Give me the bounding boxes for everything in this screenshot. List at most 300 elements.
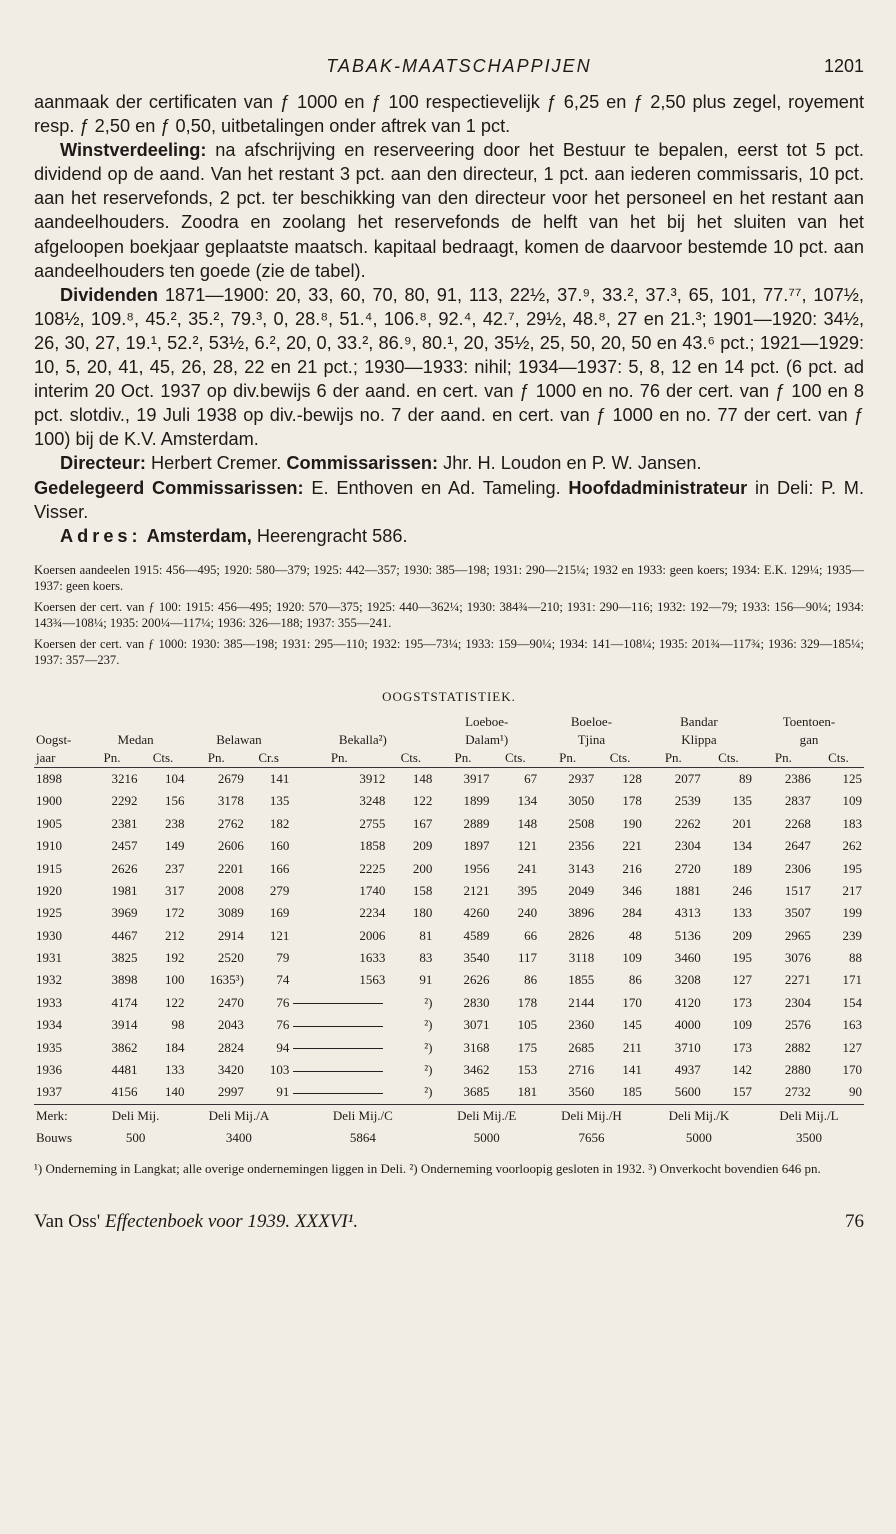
- pn-label: Pn.: [291, 749, 387, 768]
- gedelegeerd-text: E. Enthoven en Ad. Tameling.: [303, 477, 569, 498]
- page-number: 1201: [823, 56, 864, 76]
- pn-cell: 2225: [359, 860, 386, 876]
- body-text: [34, 90, 864, 548]
- cts-cell: 216: [622, 860, 642, 876]
- paragraph-directeur: [34, 451, 864, 475]
- cts-cell: 185: [622, 1084, 642, 1100]
- table-header-row-1: [34, 713, 864, 731]
- bouws-cell: 3400: [225, 1130, 252, 1146]
- pn-cell: 3076: [784, 950, 811, 966]
- table-row: [34, 880, 864, 902]
- merk-cell: Deli Mij./L: [754, 1104, 864, 1127]
- cts-cell: 246: [732, 882, 752, 898]
- estate-top-label: Loeboe-: [465, 713, 509, 729]
- pn-cell: 2824: [217, 1039, 244, 1055]
- cts-cell: 153: [517, 1062, 538, 1078]
- year-cell: 1935: [36, 1039, 62, 1055]
- cts-cell: 217: [842, 882, 862, 898]
- pn-cell: 3089: [217, 905, 244, 921]
- pn-cell: 2457: [111, 838, 138, 854]
- dash-line: [293, 1071, 383, 1072]
- cts-cell: 121: [517, 838, 538, 854]
- cts-cell: 122: [412, 793, 433, 809]
- table-body: [34, 767, 864, 1104]
- merk-label: Merk:: [34, 1104, 85, 1127]
- estate-label-bekalla: Bekalla²): [338, 731, 387, 747]
- table-header-row-3: [34, 749, 864, 768]
- pn-cell: 3071: [463, 1017, 490, 1033]
- pn-cell: 3898: [111, 972, 138, 988]
- pn-cell: 2470: [217, 994, 244, 1010]
- cts-cell: 199: [842, 905, 862, 921]
- pn-cell: 1897: [463, 838, 490, 854]
- cts-cell: 128: [622, 770, 642, 786]
- bouws-cell: 5000: [685, 1130, 712, 1146]
- pn-cell: 2720: [674, 860, 701, 876]
- cts-cell: 189: [732, 860, 752, 876]
- cts-cell: 184: [165, 1039, 185, 1055]
- footer-page-number: 76: [845, 1211, 864, 1233]
- pn-cell: 2144: [568, 994, 595, 1010]
- year-cell: 1934: [36, 1017, 62, 1033]
- cts-cell: 170: [842, 1062, 862, 1078]
- dividenden-text: 1871—1900: 20, 33, 60, 70, 80, 91, 113, 22½, 37.⁹, 33.², 37.³, 65, 101, 77.⁷⁷, 107½, 108½, 109.⁸, 45.², 35.², 79.³, 0, 28.⁸, 51.⁴, 106.⁸, 92.⁴, 42.⁷, 29½, 48.⁸, 27 en 21.³; 1901—1920: 34½, 26, 30, 27, 19.¹, 52.², 53½, 6.², 20, 0, 33.², 86.⁹, 80.¹, 20, 35½, 25, 50, 20, 50 en 43.⁶ pct.; 1921—1929: 10, 5, 20, 41, 45, 26, 28, 22 en 21 pct.; 1930—1933: nihil; 1934—1937: 5, 8, 12 en 14 pct. (6 pct. ad interim 20 Oct. 1937 op div.bewijs 6 der aand. en cert. van ƒ 1000 en no. 76 der cert. van ƒ 100 en 8 pct. slotdiv., 19 Juli 1938 op div.-bewijs no. 7 der aand. en cert. van ƒ 1000 en no. 77 der cert. van ƒ 100) bij de K.V. Amsterdam.: [34, 284, 864, 450]
- cts-cell: ²): [424, 994, 433, 1010]
- pn-cell: 2914: [217, 927, 244, 943]
- cts-cell: ²): [424, 1062, 433, 1078]
- cts-cell: 140: [165, 1084, 185, 1100]
- footnotes: ¹) Onderneming in Langkat; alle overige ondernemingen liggen in Deli. ²) Onderneming voorloopig gesloten in 1932. ³) Onverkocht bovendien 646 pn.: [34, 1161, 821, 1177]
- pn-label: Pn.: [434, 749, 491, 768]
- pn-cell: 3460: [674, 950, 701, 966]
- hoofdadministrateur-text: in Deli: P. M. Visser.: [34, 477, 864, 522]
- pn-label: Pn.: [187, 749, 246, 768]
- pn-cell: 2882: [784, 1039, 811, 1055]
- pn-cell: 5136: [674, 927, 701, 943]
- cts-cell: 346: [622, 882, 642, 898]
- pn-cell: 2008: [217, 882, 244, 898]
- cts-cell: 166: [269, 860, 290, 876]
- pn-cell: 3560: [568, 1084, 595, 1100]
- pn-cell: 3168: [463, 1039, 490, 1055]
- pn-cell: 3462: [463, 1062, 490, 1078]
- pn-cell: 2381: [111, 815, 138, 831]
- bouws-row: [34, 1127, 864, 1149]
- cts-cell: 109: [732, 1017, 752, 1033]
- cts-cell: 241: [517, 860, 538, 876]
- cts-cell: 145: [622, 1017, 642, 1033]
- pn-cell: 1981: [111, 882, 138, 898]
- pn-cell: 4000: [674, 1017, 701, 1033]
- table-row: [34, 1014, 864, 1036]
- closed-dash-cell: [291, 992, 387, 1014]
- cts-cell: 94: [276, 1039, 290, 1055]
- cts-cell: 284: [622, 905, 642, 921]
- pn-cell: 2830: [463, 994, 490, 1010]
- winstverdeeling-text: na afschrijving en reserveering door het Bestuur te bepalen, eerst tot 5 pct. dividend op de aand. Van het restant 3 pct. aan den directeur, 1 pct. aan iederen commissaris, 10 pct. aan het reservefonds, 2 pct. ter beschikking van den directeur voor het personeel en het restant aan aandeelhouders. Zoodra en zoolang het reservefonds de helft van het bij het sluiten van het afgeloopen boekjaar geplaatste maatsch. kapitaal bedraagt, komen de daarvoor bestemde 10 pct. aan aandeelhouders ten goede (zie de tabel).: [34, 140, 864, 281]
- cts-cell: 395: [517, 882, 538, 898]
- cts-cell: 181: [517, 1084, 538, 1100]
- cts-cell: 262: [842, 838, 862, 854]
- koersen-block: [34, 562, 864, 669]
- pn-cell: 3143: [568, 860, 595, 876]
- pn-cell: 3710: [674, 1039, 701, 1055]
- pn-cell: 2755: [359, 815, 386, 831]
- oogst-label: Oogst-: [36, 731, 72, 747]
- pn-cell: 2292: [111, 793, 138, 809]
- cts-cell: 163: [842, 1017, 862, 1033]
- dash-line: [293, 1026, 383, 1027]
- pn-cell: 2837: [784, 793, 811, 809]
- pn-cell: 2508: [568, 815, 595, 831]
- pn-cell: 2880: [784, 1062, 811, 1078]
- cts-label: Cr.s: [246, 749, 291, 768]
- cts-cell: 190: [622, 815, 642, 831]
- cts-cell: 79: [276, 950, 290, 966]
- bouws-cell: 3500: [795, 1130, 822, 1146]
- cts-cell: 182: [269, 815, 290, 831]
- pn-cell: 2234: [359, 905, 386, 921]
- cts-cell: 122: [165, 994, 185, 1010]
- cts-cell: 238: [165, 815, 185, 831]
- estate-top-label: Bandar: [680, 713, 718, 729]
- pn-cell: 1633: [359, 950, 386, 966]
- pn-cell: 3969: [111, 905, 138, 921]
- table-row: [34, 835, 864, 857]
- table-row: [34, 1059, 864, 1081]
- cts-cell: 103: [269, 1062, 290, 1078]
- table-row: [34, 767, 864, 790]
- cts-cell: 173: [732, 1039, 752, 1055]
- year-cell: 1898: [36, 770, 62, 786]
- merk-cell: Deli Mij./K: [644, 1104, 754, 1127]
- table-row: [34, 857, 864, 879]
- table-row: [34, 1036, 864, 1058]
- table-row: [34, 1081, 864, 1104]
- pn-cell: 5600: [674, 1084, 701, 1100]
- directeur-text: Herbert Cremer.: [145, 453, 287, 474]
- cts-cell: ²): [424, 1039, 433, 1055]
- cts-cell: 104: [165, 770, 185, 786]
- cts-label: Cts.: [139, 749, 186, 768]
- cts-cell: 201: [732, 815, 752, 831]
- year-cell: 1925: [36, 905, 62, 921]
- cts-cell: 221: [622, 838, 642, 854]
- cts-cell: 149: [165, 838, 185, 854]
- commissarissen-label: Commissarissen:: [286, 453, 439, 474]
- year-cell: 1933: [36, 994, 62, 1010]
- merk-cell: Deli Mij.: [85, 1104, 187, 1127]
- pn-cell: 3540: [463, 950, 490, 966]
- pn-cell: 2685: [568, 1039, 595, 1055]
- pn-cell: 2271: [784, 972, 811, 988]
- paragraph-gedelegeerd: [34, 476, 864, 524]
- closed-dash-cell: [291, 1014, 387, 1036]
- cts-cell: 148: [517, 815, 538, 831]
- cts-cell: ²): [424, 1084, 433, 1100]
- pn-cell: 3862: [111, 1039, 138, 1055]
- table-row: [34, 969, 864, 991]
- paragraph-winstverdeeling: [34, 138, 864, 283]
- cts-cell: 74: [276, 972, 290, 988]
- pn-cell: 3685: [463, 1084, 490, 1100]
- closed-dash-cell: [291, 1059, 387, 1081]
- pn-cell: 4313: [674, 905, 701, 921]
- cts-cell: 135: [269, 793, 290, 809]
- pn-cell: 4937: [674, 1062, 701, 1078]
- cts-cell: 157: [732, 1084, 752, 1100]
- running-header: [34, 56, 864, 90]
- table-header-row-2: [34, 731, 864, 749]
- bouws-label: Bouws: [36, 1130, 73, 1146]
- hoofdadministrateur-label: Hoofdadministrateur: [568, 477, 748, 498]
- cts-cell: 133: [732, 905, 752, 921]
- table-row: [34, 813, 864, 835]
- footer-publisher: Van Oss': [34, 1211, 105, 1233]
- paragraph-dividenden: [34, 283, 864, 452]
- pn-cell: 1899: [463, 793, 490, 809]
- pn-cell: 2006: [359, 927, 386, 943]
- pn-cell: 3050: [568, 793, 595, 809]
- pn-cell: 1635³): [209, 972, 244, 988]
- pn-cell: 3248: [359, 793, 386, 809]
- cts-cell: 89: [738, 770, 752, 786]
- pn-cell: 2762: [217, 815, 244, 831]
- bouws-cell: 5000: [473, 1130, 500, 1146]
- pn-cell: 2520: [217, 950, 244, 966]
- stat-title: OOGSTSTATISTIEK.: [382, 688, 516, 704]
- pn-cell: 4467: [111, 927, 138, 943]
- cts-cell: 148: [412, 770, 433, 786]
- pn-cell: 2647: [784, 838, 811, 854]
- cts-cell: 175: [517, 1039, 538, 1055]
- year-cell: 1931: [36, 950, 62, 966]
- estate-label-medan: Medan: [117, 731, 154, 747]
- cts-cell: 66: [524, 927, 538, 943]
- cts-cell: 169: [269, 905, 290, 921]
- adres-text: Heerengracht 586.: [251, 525, 408, 546]
- koersen-cert-1000: Koersen der cert. van ƒ 1000: 1930: 385—198; 1931: 295—110; 1932: 195—73¼; 1933: 159—90¼; 1934: 141—108¼; 1935: 201¾—117¾; 1936: 329—185¼; 1937: 357—237.: [34, 636, 864, 668]
- winstverdeeling-label: Winstverdeeling:: [60, 140, 207, 161]
- cts-cell: 76: [276, 1017, 290, 1033]
- pn-cell: 2304: [674, 838, 701, 854]
- merk-cell: Deli Mij./C: [291, 1104, 434, 1127]
- pn-cell: 2732: [784, 1084, 811, 1100]
- pn-cell: 3507: [784, 905, 811, 921]
- pn-cell: 2679: [217, 770, 244, 786]
- estate-top-label: Toentoen-: [782, 713, 836, 729]
- estate-label-belawan: Belawan: [216, 731, 262, 747]
- year-cell: 1915: [36, 860, 62, 876]
- cts-cell: 121: [269, 927, 290, 943]
- year-cell: 1920: [36, 882, 62, 898]
- pn-label: Pn.: [644, 749, 703, 768]
- estate-top-label: [187, 713, 292, 731]
- closed-dash-cell: [291, 1081, 387, 1104]
- cts-cell: 178: [517, 994, 538, 1010]
- merk-cell: Deli Mij./H: [539, 1104, 644, 1127]
- cts-cell: 192: [165, 950, 185, 966]
- pn-cell: 4156: [111, 1084, 138, 1100]
- koersen-aandeelen: Koersen aandeelen 1915: 456—495; 1920: 580—379; 1925: 442—357; 1930: 385—198; 1931: 290—215¼; 1932 en 1933: geen koers; 1934: E.K. 129¼; 1935—1937: geen koers.: [34, 562, 864, 594]
- cts-cell: 141: [622, 1062, 642, 1078]
- year-cell: 1900: [36, 793, 62, 809]
- cts-cell: ²): [424, 1017, 433, 1033]
- bouws-cell: 5864: [349, 1130, 376, 1146]
- cts-cell: 134: [732, 838, 752, 854]
- dash-line: [293, 1093, 383, 1094]
- pn-cell: 3216: [111, 770, 138, 786]
- pn-cell: 2937: [568, 770, 595, 786]
- pn-cell: 1956: [463, 860, 490, 876]
- cts-cell: 117: [518, 950, 538, 966]
- pn-cell: 2304: [784, 994, 811, 1010]
- footer-title: Effectenboek voor 1939. XXXVI¹.: [104, 1211, 359, 1233]
- merk-cell: Deli Mij./E: [434, 1104, 539, 1127]
- bouws-cell: 500: [125, 1130, 146, 1146]
- pn-cell: 3118: [568, 950, 595, 966]
- cts-cell: 209: [412, 838, 433, 854]
- commissarissen-text: Jhr. H. Loudon en P. W. Jansen.: [438, 453, 702, 474]
- estate-label-bandar-klippa: Klippa: [681, 731, 717, 747]
- pn-cell: 2889: [463, 815, 490, 831]
- pn-label: Pn.: [539, 749, 596, 768]
- pn-cell: 2576: [784, 1017, 811, 1033]
- year-cell: 1930: [36, 927, 62, 943]
- cts-cell: 76: [276, 994, 290, 1010]
- dividenden-label: Dividenden: [60, 284, 159, 305]
- cts-cell: 90: [849, 1084, 862, 1100]
- pn-cell: 3178: [217, 793, 244, 809]
- pn-cell: 2360: [568, 1017, 595, 1033]
- cts-cell: 67: [524, 770, 538, 786]
- cts-cell: 156: [165, 793, 185, 809]
- pn-cell: 2626: [111, 860, 138, 876]
- cts-label: Cts.: [813, 749, 864, 768]
- jaar-label: jaar: [34, 749, 85, 768]
- pn-label: Pn.: [85, 749, 140, 768]
- cts-cell: 105: [517, 1017, 538, 1033]
- bouws-cell: 7656: [578, 1130, 605, 1146]
- pn-cell: 2716: [568, 1062, 595, 1078]
- cts-cell: 127: [842, 1039, 862, 1055]
- pn-cell: 1881: [674, 882, 701, 898]
- pn-cell: 4120: [674, 994, 701, 1010]
- cts-cell: 212: [165, 927, 185, 943]
- pn-cell: 3825: [111, 950, 138, 966]
- cts-cell: 81: [419, 927, 433, 943]
- cts-cell: 173: [732, 994, 752, 1010]
- pn-cell: 2077: [674, 770, 701, 786]
- estate-top-label: [291, 713, 434, 731]
- pn-cell: 2626: [463, 972, 490, 988]
- pn-cell: 2262: [674, 815, 701, 831]
- cts-cell: 91: [419, 972, 433, 988]
- dash-line: [293, 1048, 383, 1049]
- year-cell: 1910: [36, 838, 62, 854]
- cts-cell: 200: [412, 860, 433, 876]
- table-row: [34, 902, 864, 924]
- cts-cell: 279: [269, 882, 290, 898]
- adres-city: Amsterdam,: [146, 525, 252, 546]
- estate-top-label: [85, 713, 187, 731]
- pn-cell: 2121: [463, 882, 490, 898]
- koersen-cert-100: Koersen der cert. van ƒ 100: 1915: 456—495; 1920: 570—375; 1925: 440—362¼; 1930: 384¾—210; 1931: 290—116; 1932: 192—79; 1933: 156—90¼; 1934: 143¾—108¼; 1935: 200¼—117¼; 1936: 326—188; 1937: 355—241.: [34, 599, 864, 631]
- pn-cell: 1563: [359, 972, 386, 988]
- cts-cell: 98: [171, 1017, 185, 1033]
- cts-cell: 183: [842, 815, 862, 831]
- cts-cell: 100: [165, 972, 185, 988]
- pn-cell: 2826: [568, 927, 595, 943]
- pn-cell: 3917: [463, 770, 490, 786]
- directeur-label: Directeur:: [60, 453, 146, 474]
- pn-cell: 1517: [784, 882, 811, 898]
- cts-label: Cts.: [492, 749, 540, 768]
- closed-dash-cell: [291, 1036, 387, 1058]
- cts-cell: 86: [524, 972, 538, 988]
- cts-cell: 209: [732, 927, 752, 943]
- cts-cell: 134: [517, 793, 538, 809]
- cts-cell: 141: [269, 770, 290, 786]
- cts-cell: 160: [269, 838, 290, 854]
- pn-label: Pn.: [754, 749, 813, 768]
- cts-cell: 170: [622, 994, 642, 1010]
- pn-cell: 3208: [674, 972, 701, 988]
- cts-cell: 239: [842, 927, 862, 943]
- cts-cell: 180: [412, 905, 433, 921]
- gedelegeerd-label: Gedelegeerd Commissarissen:: [34, 477, 304, 498]
- footer-publication: [34, 1211, 358, 1233]
- year-cell: 1932: [36, 972, 62, 988]
- estate-label-loeboe-dalam: Dalam¹): [465, 731, 509, 747]
- cts-cell: 211: [622, 1039, 642, 1055]
- cts-cell: 167: [412, 815, 433, 831]
- cts-cell: 154: [842, 994, 862, 1010]
- cts-cell: 86: [628, 972, 642, 988]
- pn-cell: 3914: [111, 1017, 138, 1033]
- paragraph-adres: [34, 524, 864, 548]
- cts-cell: 172: [165, 905, 185, 921]
- table-row: [34, 925, 864, 947]
- estate-label-boeloe-tjina: Tjina: [577, 731, 606, 747]
- pn-cell: 3420: [217, 1062, 244, 1078]
- pn-cell: 4589: [463, 927, 490, 943]
- year-cell: 1936: [36, 1062, 62, 1078]
- table-row: [34, 992, 864, 1014]
- year-cell: 1937: [36, 1084, 62, 1100]
- cts-cell: 125: [842, 770, 862, 786]
- pn-cell: 2539: [674, 793, 701, 809]
- pn-cell: 4260: [463, 905, 490, 921]
- page: [34, 56, 864, 1233]
- cts-cell: 91: [276, 1084, 290, 1100]
- estate-label-toentoengan: gan: [799, 731, 819, 747]
- year-cell: 1905: [36, 815, 62, 831]
- pn-cell: 2268: [784, 815, 811, 831]
- cts-cell: 237: [165, 860, 185, 876]
- pn-cell: 2049: [568, 882, 595, 898]
- dash-line: [293, 1003, 383, 1004]
- cts-cell: 83: [419, 950, 433, 966]
- cts-label: Cts.: [703, 749, 754, 768]
- pn-cell: 1740: [359, 882, 386, 898]
- pn-cell: 1858: [359, 838, 386, 854]
- paragraph-certificates: aanmaak der certificaten van ƒ 1000 en ƒ 100 respectievelijk ƒ 6,25 en ƒ 2,50 plus zegel, royement resp. ƒ 2,50 en ƒ 0,50, uitbetalingen onder aftrek van 1 pct.: [34, 92, 864, 137]
- cts-cell: 195: [732, 950, 752, 966]
- cts-cell: 240: [517, 905, 538, 921]
- cts-cell: 88: [849, 950, 862, 966]
- pn-cell: 2356: [568, 838, 595, 854]
